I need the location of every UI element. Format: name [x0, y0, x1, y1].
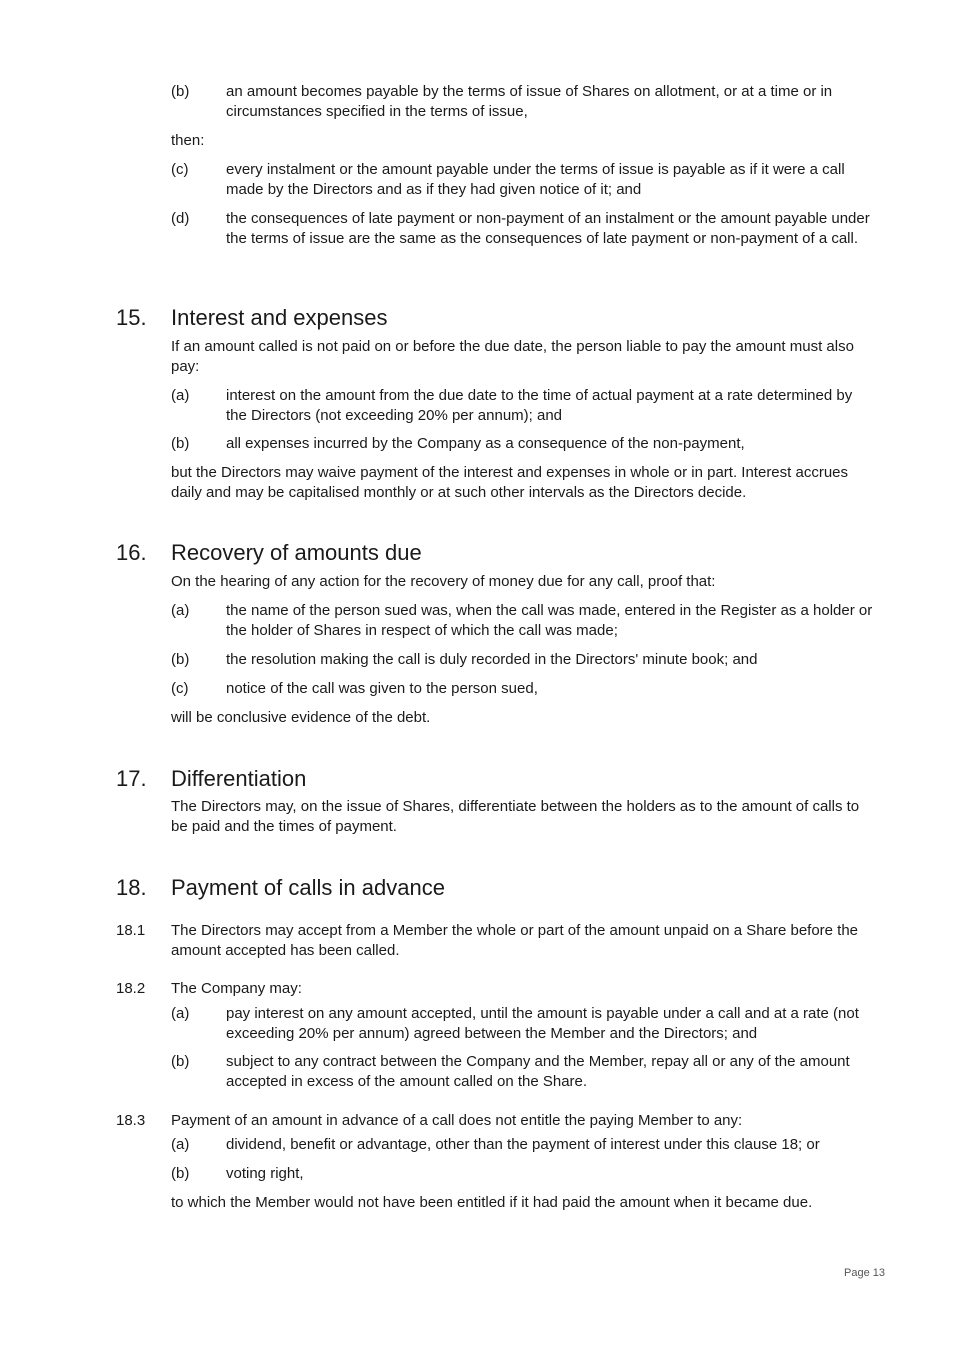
section-15-number: 15. [116, 305, 147, 330]
then-text: then: [171, 132, 205, 149]
section-16-tail: will be conclusive evidence of the debt. [171, 709, 431, 726]
section-15-item-a: interest on the amount from the due date to the time of actual payment at a rate determined by the Directors (not exceeding 20% per annum); and [226, 387, 853, 424]
clause-18-3-tail: to which the Member would not have been entitled if it had paid the amount when it became due. [171, 1194, 813, 1211]
item-label: (c) [171, 161, 189, 178]
item-label: (a) [171, 387, 190, 404]
section-15-item-b: all expenses incurred by the Company as a consequence of the non-payment, [226, 435, 745, 452]
item-label: (d) [171, 210, 190, 227]
section-15-title: Interest and expenses [171, 305, 388, 330]
section-16-number: 16. [116, 540, 147, 565]
section-17-number: 17. [116, 766, 147, 791]
clause-18-3-number: 18.3 [116, 1112, 146, 1129]
clause-18-2-item-a: pay interest on any amount accepted, until the amount is payable under a call and at a rate (not exceeding 20% per annum) agreed between the Member and the Directors; and [226, 1005, 859, 1042]
intro-item-b-text: an amount becomes payable by the terms of issue of Shares on allotment, or at a time or in circumstances specified in the terms of issue, [226, 83, 833, 120]
section-16-lead: On the hearing of any action for the recovery of money due for any call, proof that: [171, 573, 716, 590]
section-16-item-b: the resolution making the call is duly recorded in the Directors' minute book; and [226, 651, 758, 668]
clause-18-3-text: Payment of an amount in advance of a call does not entitle the paying Member to any: [171, 1112, 743, 1129]
section-16-item-c: notice of the call was given to the person sued, [226, 680, 538, 697]
page-number: Page 13 [844, 1267, 885, 1279]
clause-18-1-text: The Directors may accept from a Member the whole or part of the amount unpaid on a Share before the amount accepted has been called. [171, 922, 859, 959]
clause-18-3-item-a: dividend, benefit or advantage, other than the payment of interest under this clause 18; or [226, 1136, 820, 1153]
intro-item-d-text: the consequences of late payment or non-payment of an instalment or the amount payable under the terms of issue are the same as the consequences of late payment or non-payment of a call. [226, 210, 870, 247]
clause-18-2-number: 18.2 [116, 980, 146, 997]
section-17-title: Differentiation [171, 766, 307, 791]
clause-18-3-item-b: voting right, [226, 1165, 304, 1182]
item-label: (b) [171, 83, 190, 100]
item-label: (b) [171, 651, 190, 668]
item-label: (b) [171, 1165, 190, 1182]
section-18-title: Payment of calls in advance [171, 875, 445, 900]
section-18-number: 18. [116, 875, 147, 900]
section-17-body: The Directors may, on the issue of Shares, differentiate between the holders as to the amount of calls to be paid and the times of payment. [171, 798, 860, 835]
section-15-lead: If an amount called is not paid on or before the due date, the person liable to pay the amount must also pay: [171, 338, 854, 375]
item-label: (a) [171, 1136, 190, 1153]
item-label: (b) [171, 435, 190, 452]
section-16-item-a: the name of the person sued was, when the call was made, entered in the Register as a holder or the holder of Shares in respect of which the call was made; [226, 602, 873, 639]
item-label: (c) [171, 680, 189, 697]
item-label: (b) [171, 1053, 190, 1070]
item-label: (a) [171, 602, 190, 619]
intro-item-c-text: every instalment or the amount payable under the terms of issue is payable as if it were a call made by the Directors and as if they had given notice of it; and [226, 161, 845, 198]
item-label: (a) [171, 1005, 190, 1022]
clause-18-2-item-b: subject to any contract between the Company and the Member, repay all or any of the amount accepted in excess of the amount called on the Share. [226, 1053, 850, 1090]
section-16-title: Recovery of amounts due [171, 540, 422, 565]
clause-18-2-text: The Company may: [171, 980, 302, 997]
clause-18-1-number: 18.1 [116, 922, 146, 939]
section-15-tail: but the Directors may waive payment of the interest and expenses in whole or in part. Interest accrues daily and may be capitalised monthly or at such other intervals as the Directors decide. [171, 464, 849, 501]
